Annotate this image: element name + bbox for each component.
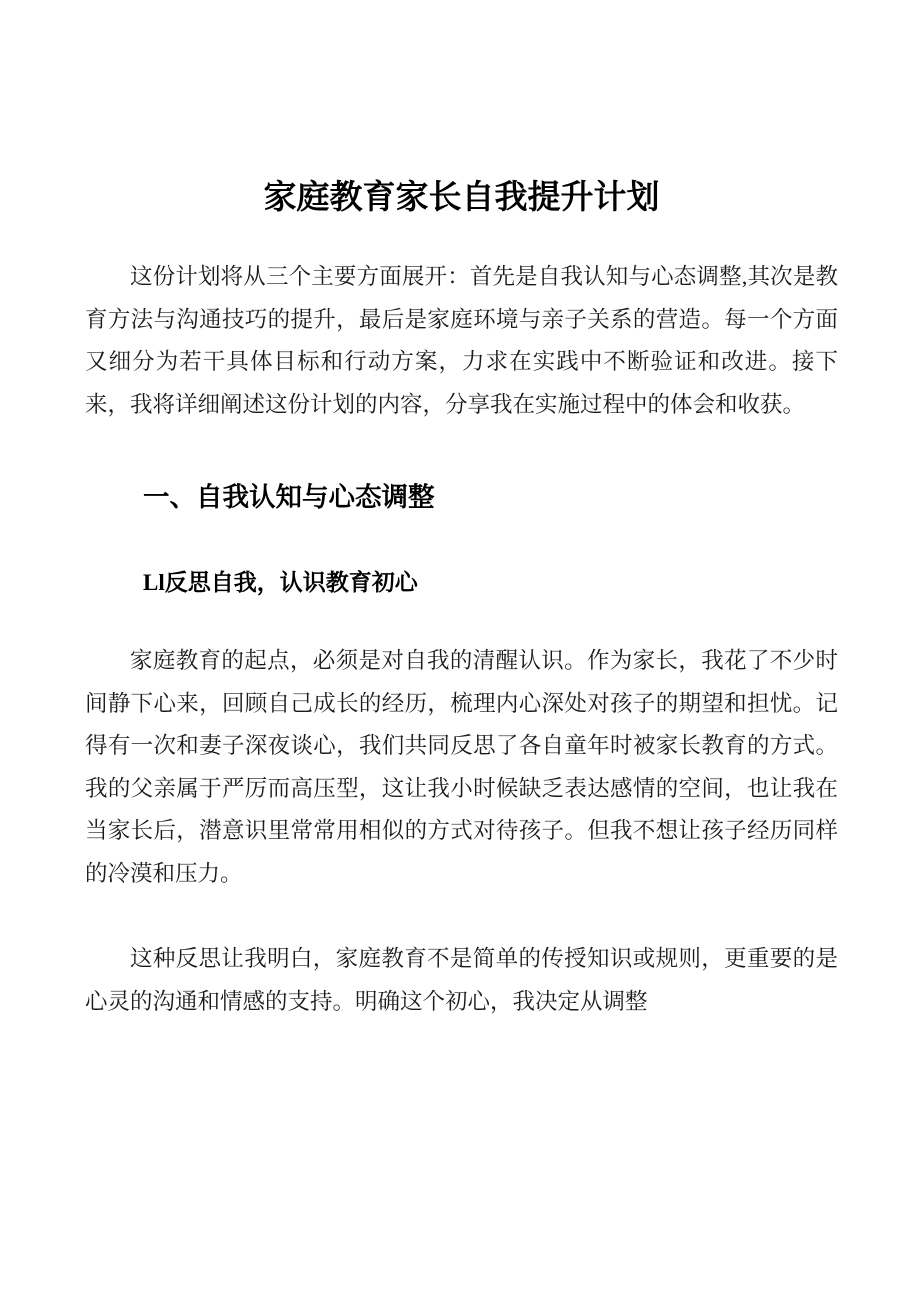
body-paragraph-2: 这种反思让我明白，家庭教育不是简单的传授知识或规则，更重要的是心灵的沟通和情感的支持。明确这个初心，我决定从调整 (85, 946, 838, 1014)
subsection-heading-label: 反思自我，认识教育初心 (164, 569, 418, 595)
page-title: 家庭教育家长自我提升计划 (263, 178, 660, 215)
intro-paragraph: 这份计划将从三个主要方面展开：首先是自我认知与心态调整,其次是教育方法与沟通技巧的提升，最后是家庭环境与亲子关系的营造。每一个方面又细分为若干具体目标和行动方案，力求在实践中不断验证和改进。接下来，我将详细阐述这份计划的内容，分享我在实施过程中的体会和收获。 (85, 264, 838, 417)
subsection-heading-1-1 (143, 566, 418, 599)
subsection-number: Ll (143, 570, 165, 595)
body-paragraph-1: 家庭教育的起点，必须是对自我的清醒认识。作为家长，我花了不少时间静下心来，回顾自己成长的经历，梳理内心深处对孩子的期望和担忧。记得有一次和妻子深夜谈心，我们共同反思了各自童年时被家长教育的方式。我的父亲属于严厉而高压型，这让我小时候缺乏表达感情的空间，也让我在当家长后，潜意识里常常用相似的方式对待孩子。但我不想让孩子经历同样的冷漠和压力。 (85, 648, 838, 886)
section-heading-1: 一、自我认知与心态调整 (143, 482, 435, 512)
